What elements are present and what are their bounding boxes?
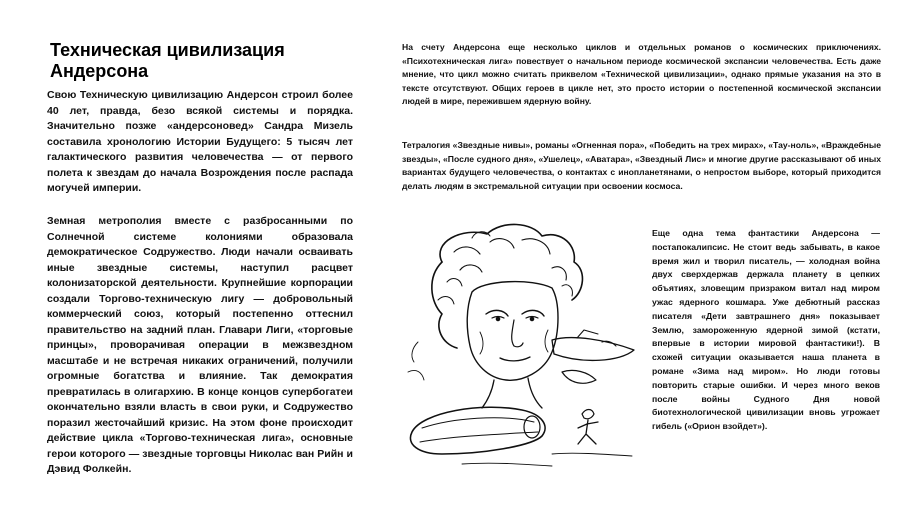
- paragraph-text: Земная метрополия вместе с разбросанными по Солнечной системе колониями образовала демократическое Содружество. Люди начали осваивать иные звездные системы, наступил расцвет колонизаторской деятельности. Крупнейшие корпорации создали Торгово-техническую лигу — добровольный коммерческий союз, который постепенно оттеснил правительство на задний план. Главари Лиги, «торговые принцы», проворачивая операции в межзвездном масштабе и не встречая никаких ограничений, получили огромные богатства и влияние. Так демократия превратилась в олигархию. В конце концов супербогатеи окончательно взяли власть в свои руки, и Содружество поразил жесточайший кризис. На этом фоне происходит действие цикла «Торгово-техническая лига», основные герои которого — звездные торговцы Николас ван Рийн и Дэвид Фолкейн.: [47, 215, 353, 475]
- paragraph-text: Свою Техническую цивилизацию Андерсон строил более 40 лет, правда, безо всякой системы и порядка. Значительно позже «андерсоновед» Сандра Мизель составила хронологию Истории Будущего: 5 тысяч лет галактического развития человечества — от первого полета к звездам до начала Возрождения после распада могучей империи.: [47, 89, 353, 194]
- sketch-illustration-icon: [402, 222, 645, 472]
- left-column-paragraph-2: [47, 214, 353, 478]
- right-column-paragraph-3: [652, 227, 880, 434]
- right-column-paragraph-2: [402, 139, 881, 193]
- right-column-paragraph-1: [402, 41, 881, 109]
- paragraph-text: Еще одна тема фантастики Андерсона — постапокалипсис. Не стоит ведь забывать, в какое время жил и творил писатель, — холодная война двух сверхдержав держала планету в цепких объятиях, зловещим призраком витал над миром ужас ядерного кошмара. Уже дебютный рассказ писателя «Дети завтрашнего дня» показывает Землю, замороженную ядерной зимой (кстати, впервые в истории мировой фантастики!). В схожей ситуации оказывается наша планета в романе «Зима над миром». Но люди готовы повторить старые ошибки. И через много веков после войны Судного Дня новой биотехнологической цивилизации вновь угрожает гибель («Орион взойдет»).: [652, 228, 880, 432]
- left-column-paragraph-1: [47, 88, 353, 197]
- paragraph-text: Тетралогия «Звездные нивы», романы «Огненная пора», «Победить на трех мирах», «Тау-ноль», «Враждебные звезды», «После судного дня», «Ушелец», «Аватара», «Звездный Лис» и многие другие рассказывают об иных вариантах будущего человечества, о контактах с инопланетянами, о непростом выборе, который приходится делать людям в экстремальной ситуации при освоении космоса.: [402, 140, 881, 191]
- paragraph-text: На счету Андерсона еще несколько циклов и отдельных романов о космических приключениях. «Психотехническая лига» повествует о начальном периоде космической экспансии человечества. Есть даже мнение, что цикл можно считать приквелом «Технической цивилизации», однако прямые указания на это в тексте отсутствуют. Общих героев в цикле нет, это просто истории о постепенной космической экспансии людей в мире, пережившем ядерную войну.: [402, 42, 881, 107]
- page-title: Техническая цивилизация Андерсона: [50, 40, 285, 81]
